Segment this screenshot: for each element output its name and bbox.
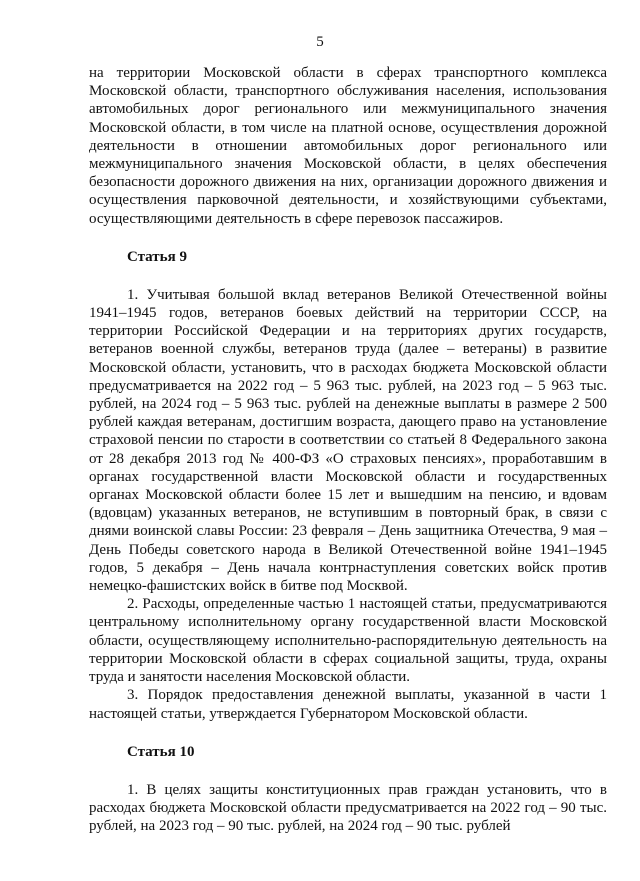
article-10-heading: Статья 10 bbox=[127, 743, 195, 760]
article-9-heading: Статья 9 bbox=[127, 248, 187, 265]
page-number: 5 bbox=[316, 34, 324, 50]
article-9-paragraph-1: 1. Учитывая большой вклад ветеранов Великой Отечественной войны 1941–1945 годов, ветеранов боевых действий на территории СССР, на территории Российской Федерации и на территориях других государств, ветеранов военной службы, ветеранов труда (далее – ветераны) в развитие Московской области, установить, что в расходах бюджета Московской области предусматривается на 2022 год – 5 963 тыс. рублей, на 2023 год – 5 963 тыс. рублей, на 2024 год – 5 963 тыс. рублей на денежные выплаты в размере 2 500 рублей каждая ветеранам, достигшим возраста, дающего право на установление страховой пенсии по старости в соответствии со статьей 8 Федерального закона от 28 декабря 2013 год № 400-ФЗ «О страховых пенсиях», проработавшим в органах государственной власти Московской области и государственных органах Московской области более 15 лет и вышедшим на пенсию, и вдовам (вдовцам) указанных ветеранов, не вступившим в повторный брак, в связи с днями воинской славы России: 23 февраля – День защитника Отечества, 9 мая – День Победы советского народа в Великой Отечественной войне 1941–1945 годов, 5 декабря – День начала контрнаступления советских войск против немецко-фашистских войск в битве под Москвой. bbox=[89, 286, 607, 595]
document-body bbox=[89, 64, 607, 835]
article-9-paragraph-2: 2. Расходы, определенные частью 1 настоящей статьи, предусматриваются центральному исполнительному органу государственной власти Московской области, осуществляющему исполнительно-распорядительную деятельность на территории Московской области в сферах социальной защиты, труда, охраны труда и занятости населения Московской области. bbox=[89, 596, 607, 686]
article-10-paragraph-1: 1. В целях защиты конституционных прав граждан установить, что в расходах бюджета Московской области предусматривается на 2022 год – 90 тыс. рублей, на 2023 год – 90 тыс. рублей, на 2024 год – 90 тыс. рублей bbox=[89, 781, 607, 835]
intro-paragraph: на территории Московской области в сферах транспортного комплекса Московской области, транспортного обслуживания населения, использования автомобильных дорог регионального или межмуниципального значения Московской области, в том числе на платной основе, осуществления дорожной деятельности в отношении автомобильных дорог регионального или межмуниципального значения Московской области, в целях обеспечения безопасности дорожного движения на них, организации дорожного движения и осуществления парковочной деятельности, и хозяйствующими субъектами, осуществляющими деятельность в сфере перевозок пассажиров. bbox=[89, 65, 607, 227]
article-9-paragraph-3: 3. Порядок предоставления денежной выплаты, указанной в части 1 настоящей статьи, утверждается Губернатором Московской области. bbox=[89, 687, 607, 722]
